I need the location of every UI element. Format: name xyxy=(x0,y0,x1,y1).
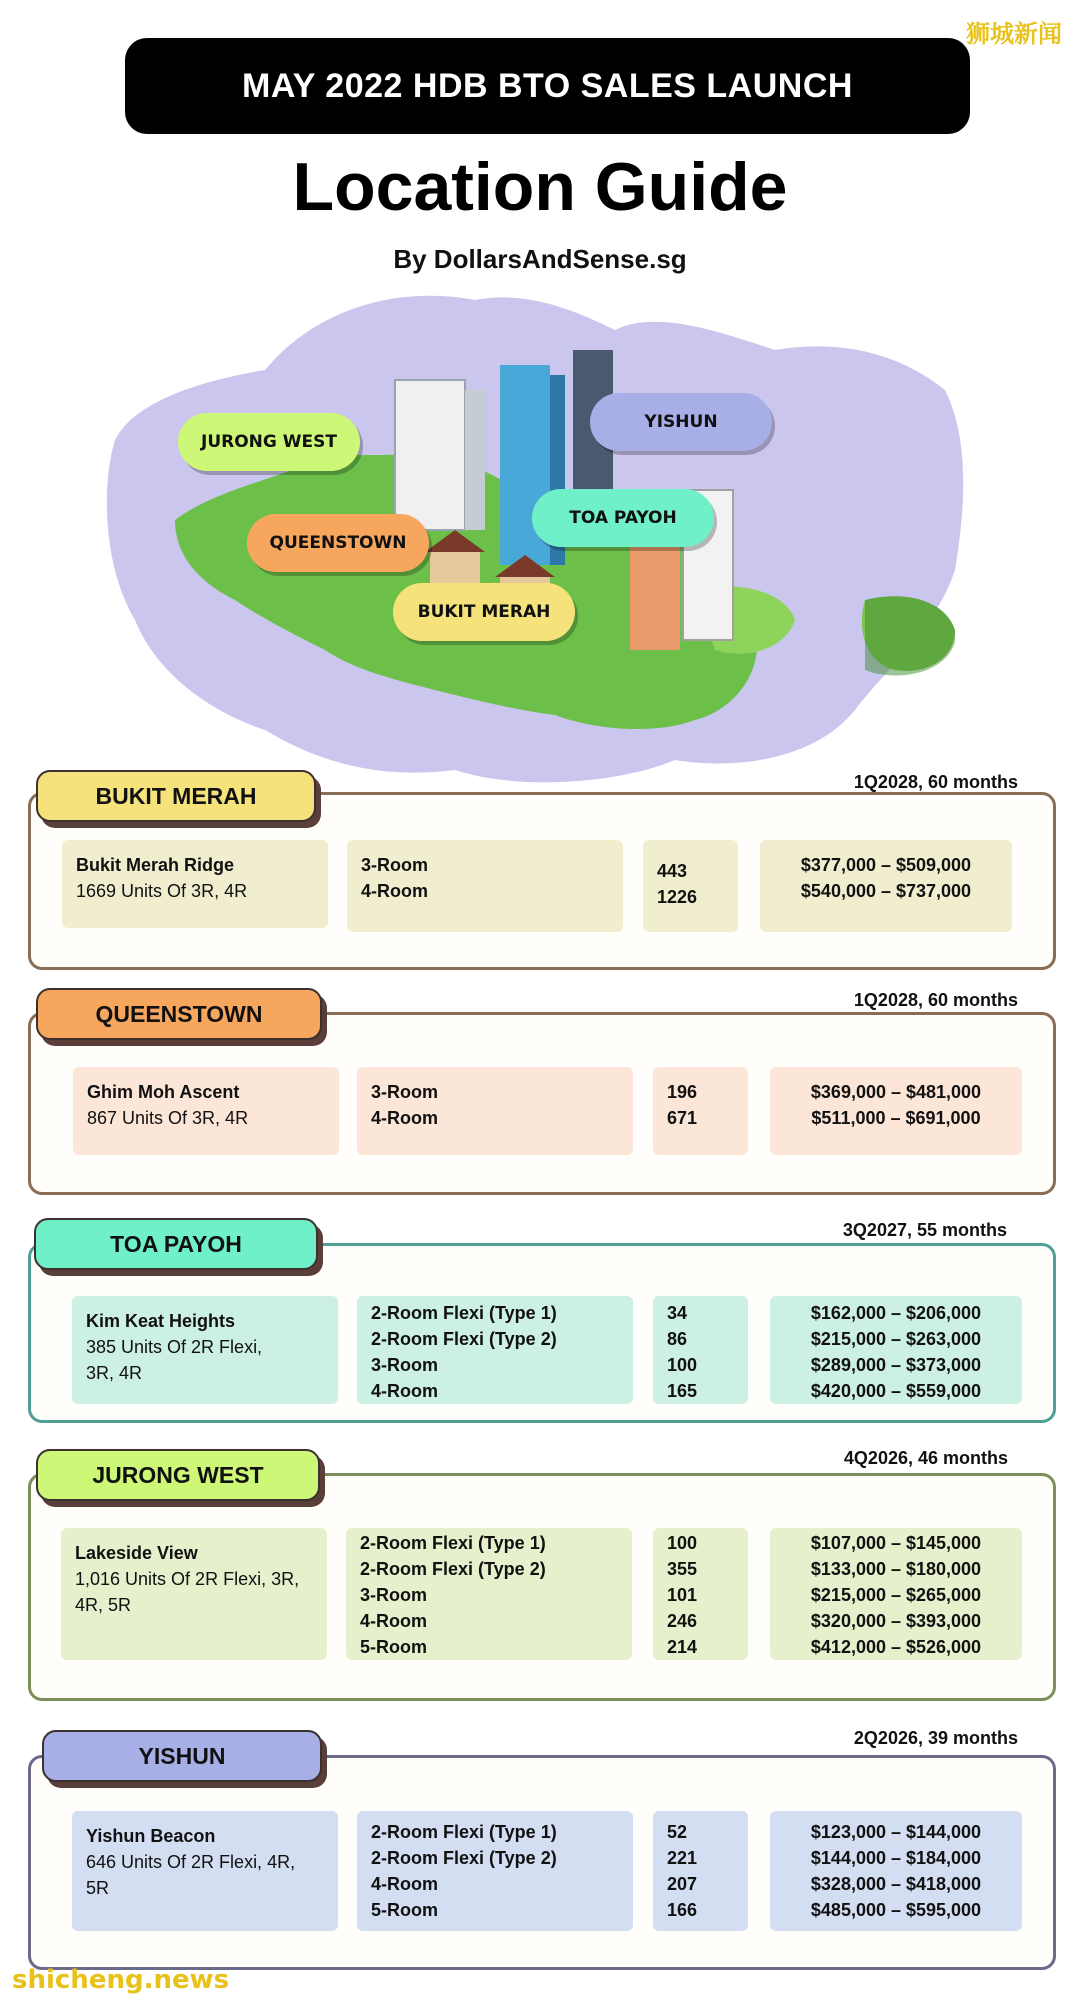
price-cell xyxy=(770,1528,1022,1660)
units-count-cell xyxy=(653,1528,748,1660)
unit-count: 165 xyxy=(667,1381,698,1401)
building-orange xyxy=(630,530,680,650)
unit-count: 100 xyxy=(667,1355,698,1375)
unit-count: 1226 xyxy=(657,887,698,907)
project-cell xyxy=(72,1811,338,1931)
flat-type: 2-Room Flexi (Type 1) xyxy=(371,1303,557,1323)
project-name: Ghim Moh Ascent xyxy=(87,1082,240,1102)
byline: By DollarsAndSense.sg xyxy=(393,244,687,274)
price-range: $412,000 – $526,000 xyxy=(810,1637,982,1657)
project-name: Lakeside View xyxy=(75,1543,198,1563)
price-range: $215,000 – $265,000 xyxy=(810,1585,982,1605)
price-cell xyxy=(770,1811,1022,1931)
section-tab-bukit-merah: BUKIT MERAH xyxy=(36,770,316,822)
flat-types-cell xyxy=(347,840,623,932)
flat-type: 5-Room xyxy=(360,1637,427,1657)
section-tab-jurong-west: JURONG WEST xyxy=(36,1449,320,1501)
project-units-line1: 1,016 Units Of 2R Flexi, 3R, xyxy=(75,1569,300,1589)
unit-count: 221 xyxy=(667,1848,698,1868)
flat-type: 4-Room xyxy=(371,1874,438,1894)
unit-count: 214 xyxy=(667,1637,698,1657)
flat-types-cell xyxy=(357,1067,633,1155)
project-cell xyxy=(72,1296,338,1404)
price-range: $540,000 – $737,000 xyxy=(800,881,972,901)
price-range: $162,000 – $206,000 xyxy=(810,1303,982,1323)
project-units-line2: 5R xyxy=(86,1878,110,1898)
project-cell xyxy=(61,1528,327,1660)
project-units-line2: 3R, 4R xyxy=(86,1363,143,1383)
flat-types-cell xyxy=(357,1811,633,1931)
flat-type: 3-Room xyxy=(371,1082,438,1102)
price-cell xyxy=(770,1067,1022,1155)
flat-type: 2-Room Flexi (Type 2) xyxy=(360,1559,546,1579)
completion-toa-payoh: 3Q2027, 55 months xyxy=(842,1220,1007,1240)
flat-type: 4-Room xyxy=(360,1611,427,1631)
price-range: $320,000 – $393,000 xyxy=(810,1611,982,1631)
units-count-cell xyxy=(653,1296,748,1404)
completion-jurong-west: 4Q2026, 46 months xyxy=(843,1448,1008,1468)
flat-type: 3-Room xyxy=(371,1355,438,1375)
map-label-toa-payoh: TOA PAYOH xyxy=(532,489,714,547)
unit-count: 443 xyxy=(657,861,688,881)
flat-type: 5-Room xyxy=(371,1900,438,1920)
completion-bukit-merah: 1Q2028, 60 months xyxy=(853,772,1018,792)
flat-type: 2-Room Flexi (Type 2) xyxy=(371,1329,557,1349)
project-name: Yishun Beacon xyxy=(86,1826,216,1846)
price-range: $107,000 – $145,000 xyxy=(810,1533,982,1553)
unit-count: 196 xyxy=(667,1082,698,1102)
map-label-yishun: YISHUN xyxy=(590,393,772,451)
units-count-cell xyxy=(643,840,738,932)
unit-count: 355 xyxy=(667,1559,698,1579)
units-count-cell xyxy=(653,1811,748,1931)
price-cell xyxy=(770,1296,1022,1404)
unit-count: 86 xyxy=(667,1329,688,1349)
project-units-line1: 385 Units Of 2R Flexi, xyxy=(86,1337,263,1357)
unit-count: 246 xyxy=(667,1611,698,1631)
price-range: $215,000 – $263,000 xyxy=(810,1329,982,1349)
unit-count: 52 xyxy=(667,1822,688,1842)
units-count-cell xyxy=(653,1067,748,1155)
flat-type: 3-Room xyxy=(361,855,428,875)
watermark-site: shicheng.news xyxy=(12,1965,230,1995)
price-range: $377,000 – $509,000 xyxy=(800,855,972,875)
completion-queenstown: 1Q2028, 60 months xyxy=(853,990,1018,1010)
project-units-line2: 4R, 5R xyxy=(75,1595,132,1615)
project-units-line1: 646 Units Of 2R Flexi, 4R, xyxy=(86,1852,296,1872)
flat-types-cell xyxy=(357,1296,633,1404)
section-tab-queenstown: QUEENSTOWN xyxy=(36,988,322,1040)
page-title: Location Guide xyxy=(292,149,788,225)
flat-type: 2-Room Flexi (Type 2) xyxy=(371,1848,557,1868)
price-range: $511,000 – $691,000 xyxy=(811,1108,981,1128)
section-tab-yishun: YISHUN xyxy=(42,1730,322,1782)
project-units: 867 Units Of 3R, 4R xyxy=(87,1108,249,1128)
flat-type: 3-Room xyxy=(360,1585,427,1605)
unit-count: 671 xyxy=(667,1108,698,1128)
map-label-bukit-merah: BUKIT MERAH xyxy=(393,583,575,641)
price-range: $123,000 – $144,000 xyxy=(810,1822,982,1842)
project-name: Kim Keat Heights xyxy=(86,1311,236,1331)
price-range: $369,000 – $481,000 xyxy=(810,1082,982,1102)
project-units: 1669 Units Of 3R, 4R xyxy=(76,881,248,901)
price-range: $485,000 – $595,000 xyxy=(810,1900,982,1920)
project-cell xyxy=(62,840,328,928)
section-tab-toa-payoh: TOA PAYOH xyxy=(34,1218,318,1270)
flat-type: 4-Room xyxy=(361,881,428,901)
unit-count: 101 xyxy=(667,1585,698,1605)
map-label-jurong-west: JURONG WEST xyxy=(178,413,360,471)
flat-type: 2-Room Flexi (Type 1) xyxy=(360,1533,546,1553)
singapore-map-illustration xyxy=(95,290,975,790)
project-cell xyxy=(73,1067,339,1155)
launch-banner: MAY 2022 HDB BTO SALES LAUNCH xyxy=(125,38,970,134)
price-range: $420,000 – $559,000 xyxy=(810,1381,982,1401)
watermark-logo: 狮城新闻 xyxy=(966,20,1062,48)
unit-count: 34 xyxy=(667,1303,688,1323)
flat-type: 4-Room xyxy=(371,1108,438,1128)
flat-type: 4-Room xyxy=(371,1381,438,1401)
completion-yishun: 2Q2026, 39 months xyxy=(853,1728,1018,1748)
price-range: $328,000 – $418,000 xyxy=(810,1874,982,1894)
unit-count: 166 xyxy=(667,1900,698,1920)
unit-count: 207 xyxy=(667,1874,698,1894)
project-name: Bukit Merah Ridge xyxy=(76,855,235,875)
building-white xyxy=(395,380,465,530)
flat-type: 2-Room Flexi (Type 1) xyxy=(371,1822,557,1842)
unit-count: 100 xyxy=(667,1533,698,1553)
price-cell xyxy=(760,840,1012,932)
price-range: $289,000 – $373,000 xyxy=(810,1355,982,1375)
flat-types-cell xyxy=(346,1528,632,1660)
map-label-queenstown: QUEENSTOWN xyxy=(247,514,429,572)
price-range: $133,000 – $180,000 xyxy=(810,1559,982,1579)
price-range: $144,000 – $184,000 xyxy=(810,1848,982,1868)
